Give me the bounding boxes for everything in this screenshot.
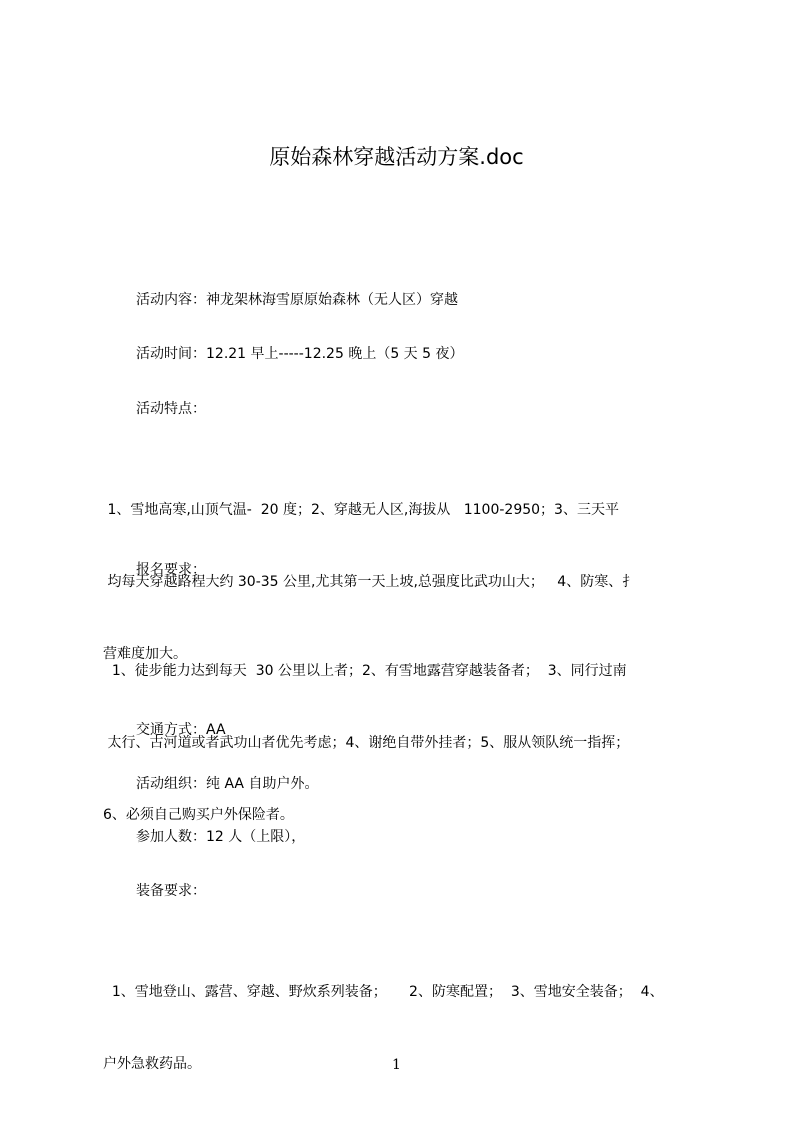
signup-label: 报名要求：: [136, 562, 206, 578]
equipment-label: 装备要求：: [136, 883, 206, 899]
features-label: 活动特点：: [136, 401, 206, 417]
signup-line: 6、必须自己购买户外保险者。: [103, 807, 294, 823]
transport: 交通方式：AA: [136, 722, 226, 738]
organization: 活动组织：纯 AA 自助户外。: [136, 776, 319, 792]
equipment-line: 户外急救药品。: [103, 1056, 201, 1072]
features-line: 营难度加大。: [103, 646, 187, 662]
features-line: 1、雪地高寒,山顶气温- 20 度；2、穿越无人区,海拔从 1100-2950；3、三天平: [103, 502, 619, 518]
signup-line: 1、徒步能力达到每天 30 公里以上者；2、有雪地露营穿越装备者； 3、同行过南: [103, 663, 627, 679]
page-number: 1: [392, 1057, 401, 1073]
participants: 参加人数：12 人（上限），: [136, 829, 306, 845]
features-line: 均每天穿越路程大约 30-35 公里,尤其第一天上坡,总强度比武功山大； 4、防寒、扌: [103, 574, 637, 590]
document-title: 原始森林穿越活动方案.doc: [269, 145, 524, 169]
activity-time: 活动时间：12.21 早上-----12.25 晚上（5 天 5 夜）: [136, 346, 464, 362]
equipment-line: 1、雪地登山、露营、穿越、野炊系列装备； 2、防寒配置； 3、雪地安全装备； 4、: [103, 984, 664, 1000]
signup-line: 太行、古河道或者武功山者优先考虑；4、谢绝自带外挂者；5、服从领队统一指挥；: [103, 735, 630, 751]
activity-content: 活动内容：神龙架林海雪原原始森林（无人区）穿越: [136, 292, 458, 308]
equipment-paragraph: [103, 932, 703, 1124]
